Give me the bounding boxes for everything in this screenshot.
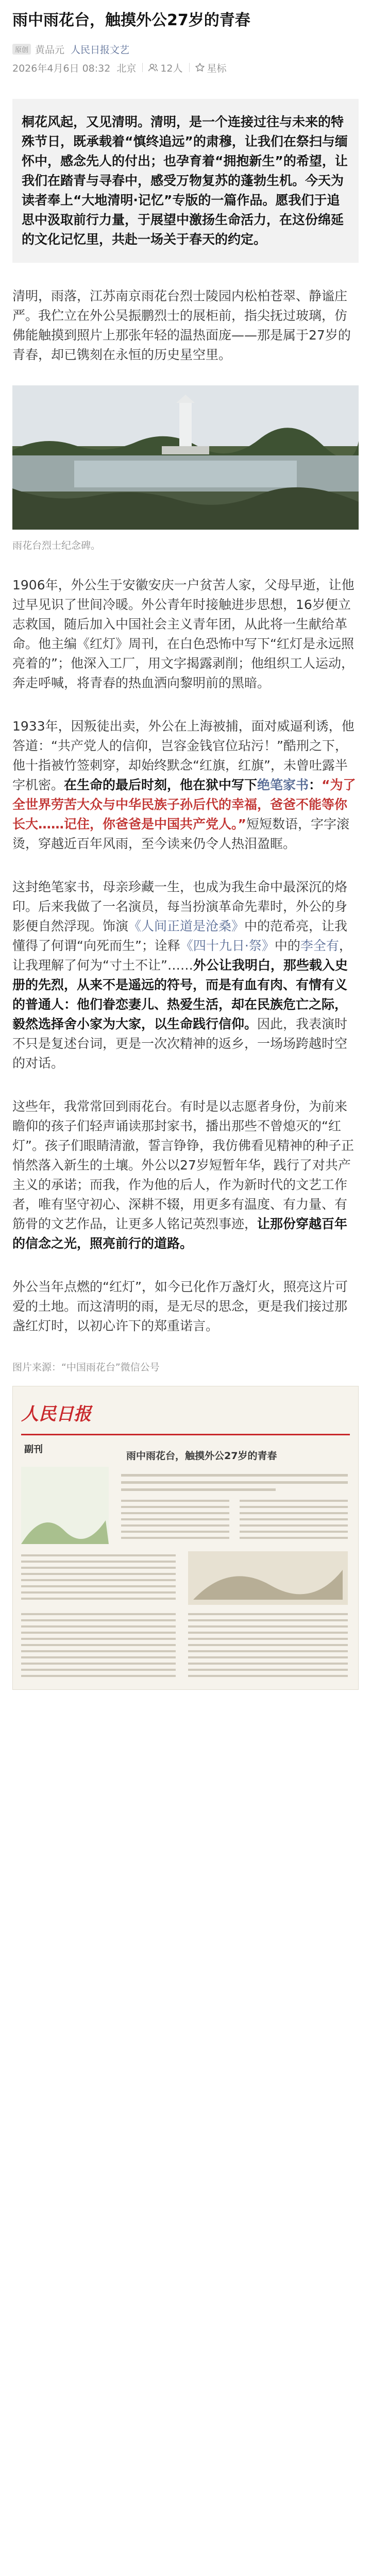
reader-count: [148, 61, 182, 75]
newspaper-logo: 人民日报: [21, 1404, 91, 1425]
last-letter-quote: “为了全世界劳苦大众与中华民族子孙后代的幸福，爸爸不能等你长大……记住，你爸爸是中国共产党人。”: [12, 777, 356, 832]
paragraph-4-emphasis: 外公让我明白，那些载入史册的先烈，从来不是遥远的符号，而是有血有肉、有情有义的普通人：他们眷恋妻儿、热爱生活，却在民族危亡之际，毅然选择舍小家为大家，以生命践行信仰。: [12, 958, 348, 1031]
image-source-note: 图片来源：“中国雨花台”微信公号: [12, 1362, 160, 1373]
paragraph-4-text-d: ，让我理解了何为“寸土不让”……: [12, 938, 352, 973]
paragraph-4: [12, 877, 359, 1073]
role-link[interactable]: 李全有: [300, 938, 339, 953]
star-label: 星标: [207, 62, 227, 74]
paragraph-3-text-d: 短短数语，字字滚烫，穿越近百年风雨，至今读来仍令人热泪盈眶。: [12, 817, 349, 851]
paragraph-4-text-a: 这封绝笔家书，母亲珍藏一生，也成为我生命中最深沉的烙印。后来我做了一名演员，每当扮演革命先辈时，外公的身影便自然浮现。饰演: [12, 879, 348, 934]
last-letter-link[interactable]: 绝笔家书: [257, 777, 309, 792]
paragraph-5-emphasis: 让那份穿越百年的信念之光，照亮前行的道路。: [12, 1216, 348, 1251]
publish-location: 北京: [116, 62, 137, 74]
paragraph-2: 1906年，外公生于安徽安庆一户贫苦人家，父母早逝，让他过早见识了世间冷暖。外公青年时接触进步思想，16岁便立志救国，随后加入中国社会主义青年团，从此将一生献给革命。他主编《红灯》周刊，在白色恐怖中写下“红灯是永远照亮着的”；他深入工厂，用文字揭露剥削；他组织工人运动，奔走呼喊，将青春的热血洒向黎明前的黑暗。: [12, 578, 355, 690]
drama-link-1[interactable]: 《人间正道是沧桑》: [128, 919, 245, 934]
paragraph-4-text-e: 因此，我表演时不只是复述台词，更是一次次精神的返乡，一场场跨越时空的对话。: [12, 1016, 348, 1071]
paragraph-3: [12, 717, 359, 854]
memorial-photo: [12, 385, 359, 530]
article-meta: [12, 41, 359, 57]
star-icon: [195, 62, 205, 73]
paragraph-5-text-a: 这些年，我常常回到雨花台。有时是以志愿者身份，为前来瞻仰的孩子们轻声诵读那封家书，播出那些不曾熄灭的“红灯”。孩子们眼睛清澈，誓言铮铮，我仿佛看见精神的种子正悄然落入新生的土壤。外公以27岁短暂年华，践行了对共产主义的承诺；而我，作为他的后人，作为新时代的文艺工作者，唯有坚守初心、深耕不辍，用更多有温度、有力量、有筋骨的文艺作品，让更多人铭记英烈事迹，: [12, 1099, 354, 1231]
newspaper-section-label: 副刊: [24, 1444, 43, 1455]
newspaper-headline: 雨中雨花台，触摸外公27岁的青春: [126, 1450, 277, 1462]
paragraph-6: 外公当年点燃的“红灯”，如今已化作万盏灯火，照亮这片可爱的土地。而这清明的雨，是无尽的思念，更是我们接过那盏红灯时，以初心许下的郑重诺言。: [12, 1279, 348, 1333]
article-meta-row2: [12, 60, 359, 75]
original-badge: 原创: [12, 44, 31, 55]
intro-box: [12, 99, 359, 263]
star-button[interactable]: [195, 61, 227, 75]
meta-divider: [189, 63, 190, 72]
photo-caption: 雨花台烈士纪念碑。: [12, 540, 101, 551]
paragraph-4-text-b: 中的范希亮，让我懂得了何谓“向死而生”；诠释: [12, 919, 348, 953]
memorial-photo-illustration: [12, 385, 359, 530]
reader-icon: [148, 62, 158, 73]
paragraph-1: 清明，雨落，江苏南京雨花台烈士陵园内松柏苍翠、静谧庄严。我伫立在外公吴振鹏烈士的展柜前，指尖抚过玻璃，仿佛能触摸到照片上那张年轻的温热面庞——那是属于27岁的青春，却已镌刻在永恒的历史星空里。: [12, 289, 351, 362]
paragraph-3-text-b: 在生命的最后时刻，他在狱中写下: [64, 777, 258, 792]
account-name-link[interactable]: 人民日报文艺: [71, 44, 130, 56]
paragraph-3-text-a: 1933年，因叛徒出卖，外公在上海被捕，面对威逼利诱，他答道：“共产党人的信仰，岂容金钱官位玷污！”酷刑之下，他十指被竹签刺穿，却始终默念“红旗，红旗”，未曾吐露半字机密。: [12, 719, 355, 792]
newspaper-layout-illustration: [13, 1464, 358, 1690]
paragraph-3-text-c: ：: [309, 777, 322, 792]
author-name: 黄品元: [35, 44, 65, 56]
intro-text: 桐花风起，又见清明。清明，是一个连接过往与未来的特殊节日，既承载着“慎终追远”的肃穆，让我们在祭扫与缅怀中，感念先人的付出；也孕育着“拥抱新生”的希望，让我们在踏青与寻春中，感受万物复苏的蓬勃生机。今天为读者奉上“大地清明·记忆”专版的一篇作品。愿我们于追思中汲取前行力量，于展望中激扬生命活力，在这份绵延的文化记忆里，共赴一场关于春天的约定。: [22, 114, 348, 247]
drama-link-2[interactable]: 《四十九日·祭》: [180, 938, 275, 953]
reader-count-value: 12人: [160, 62, 183, 74]
meta-divider: [142, 63, 143, 72]
paragraph-5: [12, 1097, 359, 1253]
paragraph-4-text-c: 中的: [274, 938, 300, 953]
newspaper-rule: [21, 1434, 350, 1435]
bottom-spacer: [12, 1690, 359, 1710]
article-title: 雨中雨花台，触摸外公27岁的青春: [12, 11, 250, 29]
newspaper-page-image: [12, 1386, 359, 1690]
publish-date: 2026年4月6日 08:32: [12, 62, 111, 74]
